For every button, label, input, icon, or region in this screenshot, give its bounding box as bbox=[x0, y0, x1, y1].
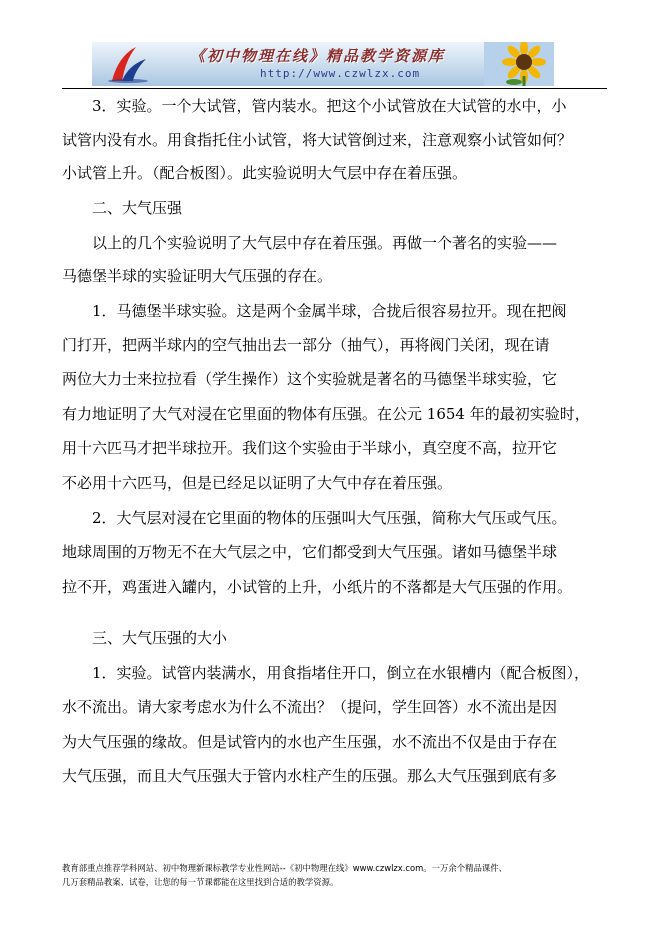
header-rule bbox=[62, 88, 607, 89]
section-heading: 二、大气压强 bbox=[92, 199, 183, 217]
paragraph-line: 以上的几个实验说明了大气层中存在着压强。再做一个著名的实验—— bbox=[92, 234, 558, 252]
paragraph-line: 水不流出。请大家考虑水为什么不流出？（提问，学生回答）水不流出是因 bbox=[62, 698, 558, 716]
header-banner bbox=[92, 42, 554, 86]
footer-line: 几万套精品教案、试卷，让您的每一节课都能在这里找到合适的教学资源。 bbox=[62, 877, 339, 887]
header-url[interactable]: http://www.czwlzx.com bbox=[260, 67, 421, 80]
paragraph-line: 小试管上升。（配合板图）。此实验说明大气层中存在着压强。 bbox=[62, 164, 468, 182]
paragraph-line: 为大气压强的缘故。但是试管内的水也产生压强，水不流出不仅是由于存在 bbox=[62, 733, 558, 751]
paragraph-line: 1．实验。试管内装满水，用食指堵住开口，倒立在水银槽内（配合板图）， bbox=[92, 664, 590, 682]
header-title: 《初中物理在线》精品教学资源库 bbox=[190, 47, 446, 65]
paragraph-line: 大气压强，而且大气压强大于管内水柱产生的压强。那么大气压强到底有多 bbox=[62, 767, 558, 785]
sunflower-icon bbox=[484, 42, 554, 86]
section-heading: 三、大气压强的大小 bbox=[92, 629, 228, 647]
site-logo-icon bbox=[106, 45, 150, 83]
paragraph-line: 有力地证明了大气对浸在它里面的物体有压强。在公元 1654 年的最初实验时， bbox=[62, 405, 590, 423]
paragraph-line: 用十六匹马才把半球拉开。我们这个实验由于半球小，真空度不高，拉开它 bbox=[62, 439, 558, 457]
page-footer bbox=[62, 861, 622, 889]
footer-line: 教育部重点推荐学科网站、初中物理新课标教学专业性网站--《初中物理在线》www.czwlzx.com。一万余个精品课件、 bbox=[62, 863, 508, 873]
paragraph-line: 地球周围的万物无不在大气层之中，它们都受到大气压强。诸如马德堡半球 bbox=[62, 543, 558, 561]
paragraph-line: 门打开，把两半球内的空气抽出去一部分（抽气），再将阀门关闭，现在请 bbox=[62, 336, 550, 354]
paragraph-line: 马德堡半球的实验证明大气压强的存在。 bbox=[62, 267, 333, 285]
paragraph-line: 3．实验。一个大试管，管内装水。把这个小试管放在大试管的水中，小 bbox=[92, 97, 567, 115]
paragraph-line: 两位大力士来拉拉看（学生操作）这个实验就是著名的马德堡半球实验，它 bbox=[62, 370, 558, 388]
paragraph-line: 1．马德堡半球实验。这是两个金属半球，合拢后很容易拉开。现在把阀 bbox=[92, 302, 567, 320]
paragraph-line: 不必用十六匹马，但是已经足以证明了大气中存在着压强。 bbox=[62, 474, 453, 492]
paragraph-line: 试管内没有水。用食指托住小试管，将大试管倒过来，注意观察小试管如何？ bbox=[62, 131, 573, 149]
paragraph-line: 2．大气层对浸在它里面的物体的压强叫大气压强，简称大气压或气压。 bbox=[92, 509, 567, 527]
paragraph-line: 拉不开，鸡蛋进入罐内，小试管的上升，小纸片的不落都是大气压强的作用。 bbox=[62, 578, 573, 596]
